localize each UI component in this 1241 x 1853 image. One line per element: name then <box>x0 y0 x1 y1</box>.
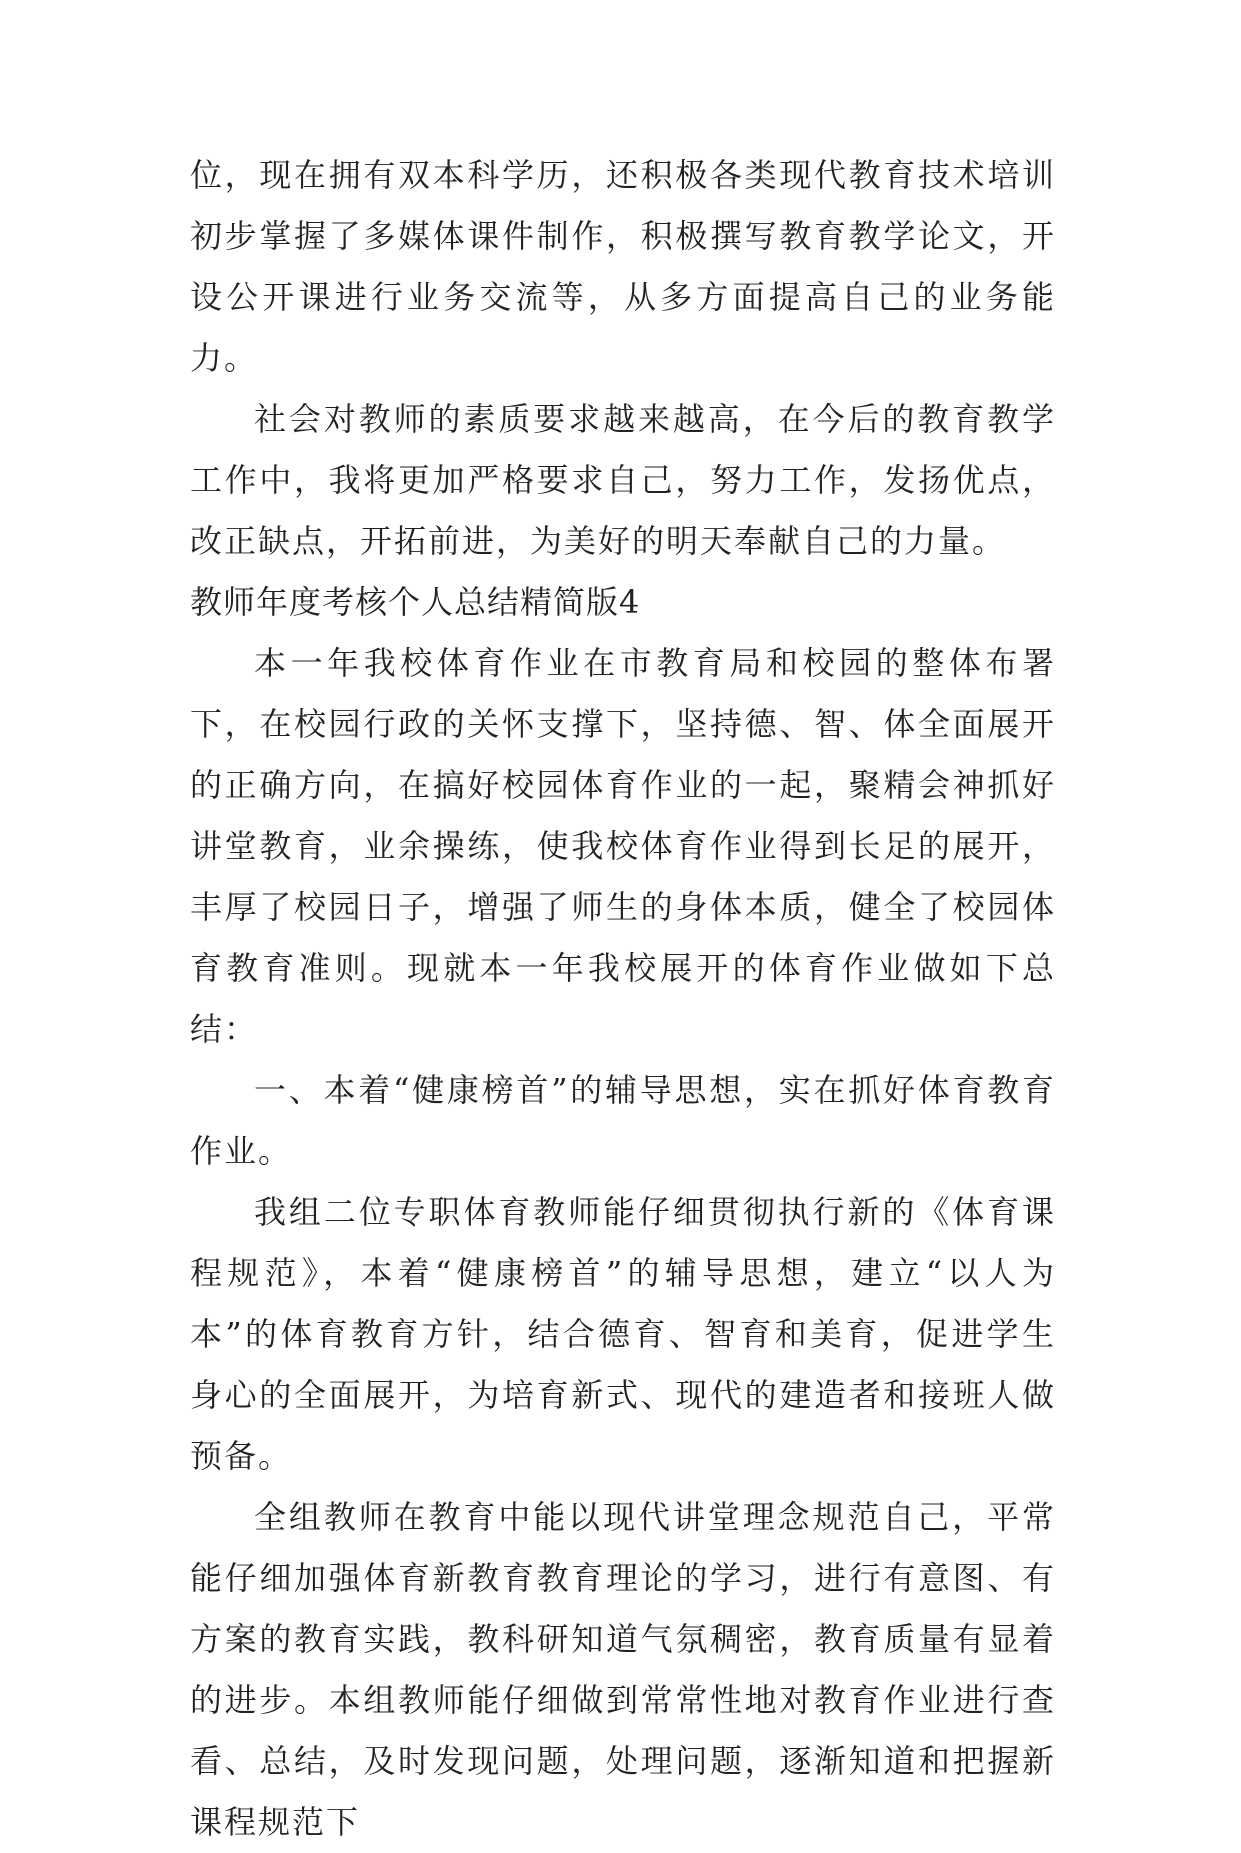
paragraph-intro: 位，现在拥有双本科学历，还积极各类现代教育技术培训初步掌握了多媒体课件制作，积极撰写教育教学论文，开设公开课进行业务交流等，从多方面提高自己的业务能力。 <box>190 156 1056 377</box>
paragraph-teaching: 全组教师在教育中能以现代讲堂理念规范自己，平常能仔细加强体育新教育教育理论的学习，进行有意图、有方案的教育实践，教科研知道气氛稠密，教育质量有显着的进步。本组教师能仔细做到常常性地对教育作业进行查看、总结，及时发现问题，处理问题，逐渐知道和把握新课程规范下 <box>190 1498 1056 1841</box>
paragraph-outlook: 社会对教师的素质要求越来越高，在今后的教育教学工作中，我将更加严格要求自己，努力工作，发扬优点，改正缺点，开拓前进，为美好的明天奉献自己的力量。 <box>190 400 1056 560</box>
section-heading: 教师年度考核个人总结精简版4 <box>190 583 641 621</box>
paragraph-curriculum: 我组二位专职体育教师能仔细贯彻执行新的《体育课程规范》，本着“健康榜首”的辅导思想，建立“以人为本”的体育教育方针，结合德育、智育和美育，促进学生身心的全面展开，为培育新式、现代的建造者和接班人做预备。 <box>190 1193 1056 1475</box>
paragraph-point-one: 一、本着“健康榜首”的辅导思想，实在抓好体育教育作业。 <box>190 1071 1056 1170</box>
document-page <box>190 145 1056 1853</box>
paragraph-summary: 本一年我校体育作业在市教育局和校园的整体布署下，在校园行政的关怀支撑下，坚持德、智、体全面展开的正确方向，在搞好校园体育作业的一起，聚精会神抓好讲堂教育，业余操练，使我校体育作业得到长足的展开，丰厚了校园日子，增强了师生的身体本质，健全了校园体育教育准则。现就本一年我校展开的体育作业做如下总结： <box>190 644 1056 1048</box>
